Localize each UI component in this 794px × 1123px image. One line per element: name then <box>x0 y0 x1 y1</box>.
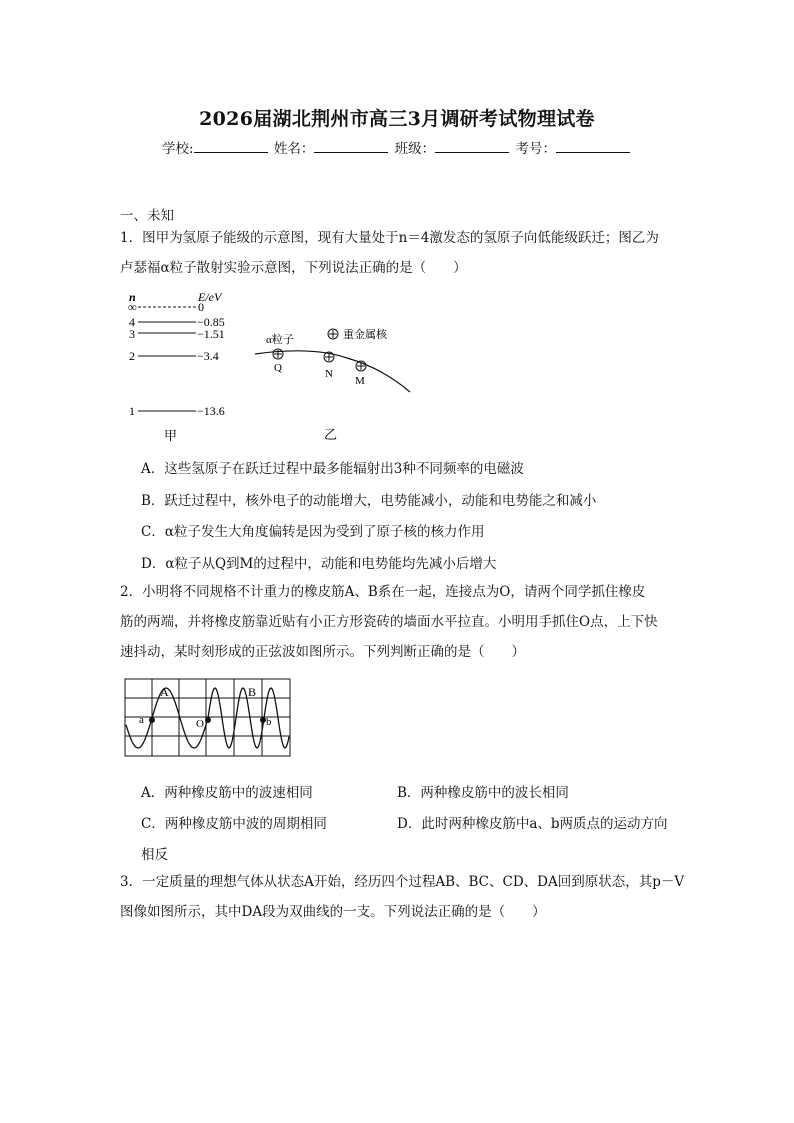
level-e-4: −0.85 <box>197 315 225 329</box>
level-n-1: 1 <box>129 404 135 418</box>
rubber-b-label: B <box>248 685 257 699</box>
alpha-particle-label: α粒子 <box>266 334 294 346</box>
q2-stem-line1: 2．小明将不同规格不计重力的橡皮筋A、B系在一起，连接点为O，请两个同学抓住橡皮 <box>120 584 646 600</box>
q2-option-b[interactable]: B．两种橡皮筋中的波长相同 <box>397 785 569 801</box>
name-label: 姓名： <box>273 141 315 157</box>
level-e-3: −1.51 <box>197 327 225 341</box>
exam-number-label: 考号： <box>515 141 556 157</box>
name-blank[interactable] <box>314 138 388 153</box>
q2-option-a[interactable]: A．两种橡皮筋中的波速相同 <box>141 785 313 801</box>
energy-axis-label: E/eV <box>198 290 222 304</box>
level-e-inf: 0 <box>198 300 204 314</box>
nucleus-legend-icon <box>328 329 338 339</box>
q2-stem-line3: 速抖动，某时刻形成的正弦波如图所示。下列判断正确的是（ ） <box>120 644 525 660</box>
point-o-dot <box>205 717 211 723</box>
exam-number-blank[interactable] <box>556 138 630 153</box>
level-n-3: 3 <box>129 327 135 341</box>
class-blank[interactable] <box>435 138 509 153</box>
energy-level-diagram <box>120 288 250 448</box>
q2-stem-line2: 筋的两端，并将橡皮筋靠近贴有小正方形瓷砖的墙面水平拉直。小明用手抓住O点，上下快 <box>120 614 658 630</box>
q1-stem-line1: 1．图甲为氢原子能级的示意图，现有大量处于n＝4激发态的氢原子向低能级跃迁；图乙为 <box>120 230 659 246</box>
student-info-line <box>0 137 794 157</box>
q1-option-c[interactable]: C．α粒子发生大角度偏转是因为受到了原子核的核力作用 <box>141 524 485 540</box>
nucleus-q-icon <box>273 349 283 359</box>
nucleus-label: 重金属核 <box>343 329 387 341</box>
q2-option-d[interactable]: D．此时两种橡皮筋中a、b两质点的运动方向 <box>397 816 668 832</box>
q1-stem-line2: 卢瑟福α粒子散射实验示意图，下列说法正确的是（ ） <box>120 260 467 276</box>
level-e-2: −3.4 <box>197 349 219 363</box>
q2-option-c[interactable]: C．两种橡皮筋中波的周期相同 <box>141 816 327 832</box>
n-axis-label: n <box>129 290 136 304</box>
level-n-inf: ∞ <box>128 300 137 314</box>
wave-tile-diagram <box>124 678 292 758</box>
point-a-dot <box>149 717 155 723</box>
rubber-a-label: A <box>160 685 169 699</box>
level-n-4: 4 <box>129 315 135 329</box>
point-o-label: O <box>196 718 204 730</box>
figure-label-jia: 甲 <box>164 428 178 443</box>
nucleus-n-icon <box>324 352 334 362</box>
point-m-label: M <box>355 375 365 387</box>
figure-label-yi: 乙 <box>324 427 338 442</box>
q1-option-d[interactable]: D．α粒子从Q到M的过程中，动能和电势能均先减小后增大 <box>141 556 497 572</box>
nucleus-m-icon <box>356 361 366 371</box>
level-e-1: −13.6 <box>197 404 225 418</box>
point-n-label: N <box>325 368 333 380</box>
level-n-2: 2 <box>129 349 135 363</box>
q2-option-d-cont: 相反 <box>141 847 168 863</box>
alpha-scattering-diagram <box>252 322 422 448</box>
point-b-label: b <box>266 716 272 728</box>
q1-option-b[interactable]: B．跃迁过程中，核外电子的动能增大，电势能减小，动能和电势能之和减小 <box>141 493 597 509</box>
q3-stem-line1: 3．一定质量的理想气体从状态A开始，经历四个过程AB、BC、CD、DA回到原状态，其p－V <box>120 874 685 890</box>
point-q-label: Q <box>274 362 282 374</box>
school-label: 学校: <box>162 141 194 157</box>
section-heading: 一、未知 <box>120 208 174 224</box>
q3-stem-line2: 图像如图所示，其中DA段为双曲线的一支。下列说法正确的是（ ） <box>120 904 546 920</box>
school-blank[interactable] <box>194 138 268 153</box>
class-label: 班级： <box>394 141 436 157</box>
point-a-label: a <box>139 714 144 726</box>
page-title: 2026届湖北荆州市高三3月调研考试物理试卷 <box>199 108 595 130</box>
q1-option-a[interactable]: A．这些氢原子在跃迁过程中最多能辐射出3种不同频率的电磁波 <box>141 461 524 477</box>
